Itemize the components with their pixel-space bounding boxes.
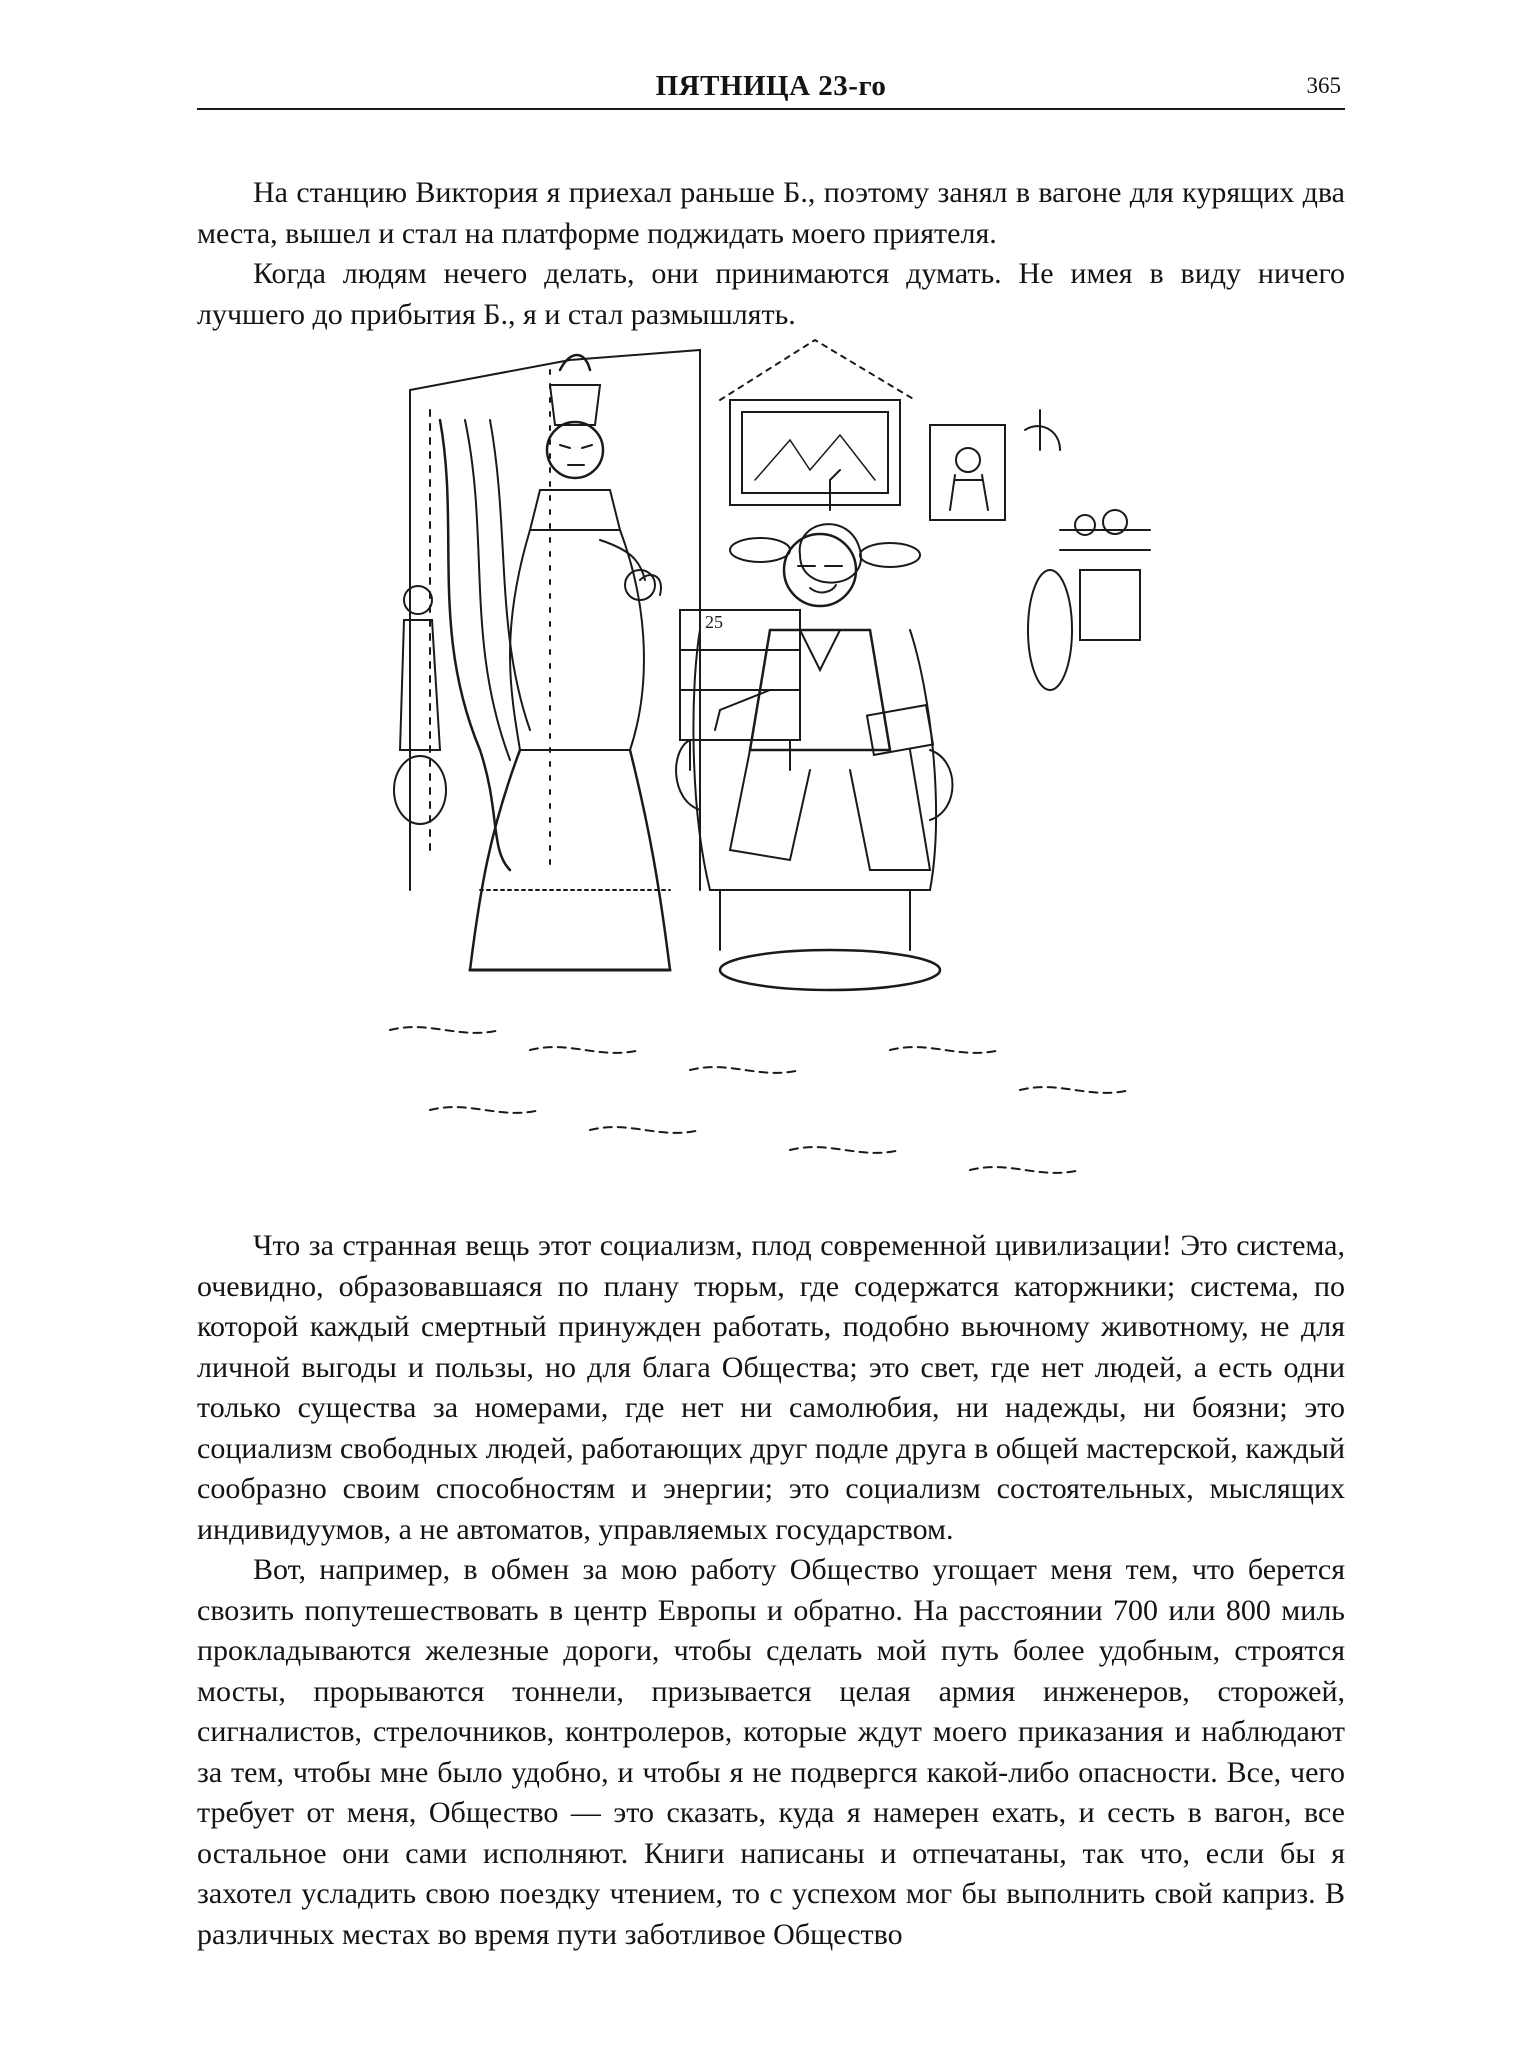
chair-label: 25 [705, 612, 723, 632]
header-rule [197, 108, 1345, 110]
paragraph: Что за странная вещь этот социализм, плод современной цивилизации! Это система, очевидно, образовавшаяся по плану тюрьм, где содержатся каторжники; система, по которой каждый смертный принужден работать, подобно вьючному животному, не для личной выгоды и пользы, но для блага Общества; это свет, где нет людей, а есть одни только существа за номерами, где нет ни самолюбия, ни надежды, ни боязни; это социализм свободных людей, работающих друг подле друга в общей мастерской, каждый сообразно своим способностям и энергии; это социализм состоятельных, мыслящих индивидуумов, а не автоматов, управляемых государством. [197, 1229, 1345, 1546]
text-block-bottom [197, 1226, 1345, 1955]
paragraph: На станцию Виктория я приехал раньше Б., поэтому занял в вагоне для курящих два места, вышел и стал на платформе поджидать моего приятеля. [197, 176, 1345, 250]
text-block-top [197, 173, 1345, 335]
interior-scene-drawing [370, 330, 1170, 1210]
page-header [197, 70, 1345, 110]
running-title: ПЯТНИЦА 23-го [655, 70, 887, 102]
engraving-illustration [370, 330, 1170, 1210]
paragraph: Когда людям нечего делать, они принимаются думать. Не имея в виду ничего лучшего до прибытия Б., я и стал размышлять. [197, 257, 1345, 331]
paragraph: Вот, например, в обмен за мою работу Общество угощает меня тем, что берется свозить попутешествовать в центр Европы и обратно. На расстоянии 700 или 800 миль прокладываются железные дороги, чтобы сделать мой путь более удобным, строятся мосты, прорываются тоннели, призывается целая армия инженеров, сторожей, сигналистов, стрелочников, контролеров, которые ждут моего приказания и наблюдают за тем, чтобы мне было удобно, и чтобы я не подвергся какой-либо опасности. Все, чего требует от меня, Общество — это сказать, куда я намерен ехать, и сесть в вагон, все остальное они сами исполняют. Книги написаны и отпечатаны, так что, если бы я захотел усладить свою поездку чтением, то с успехом мог бы выполнить свой каприз. В различных местах во время пути заботливое Общество [197, 1553, 1345, 1951]
page-number: 365 [1306, 73, 1341, 98]
